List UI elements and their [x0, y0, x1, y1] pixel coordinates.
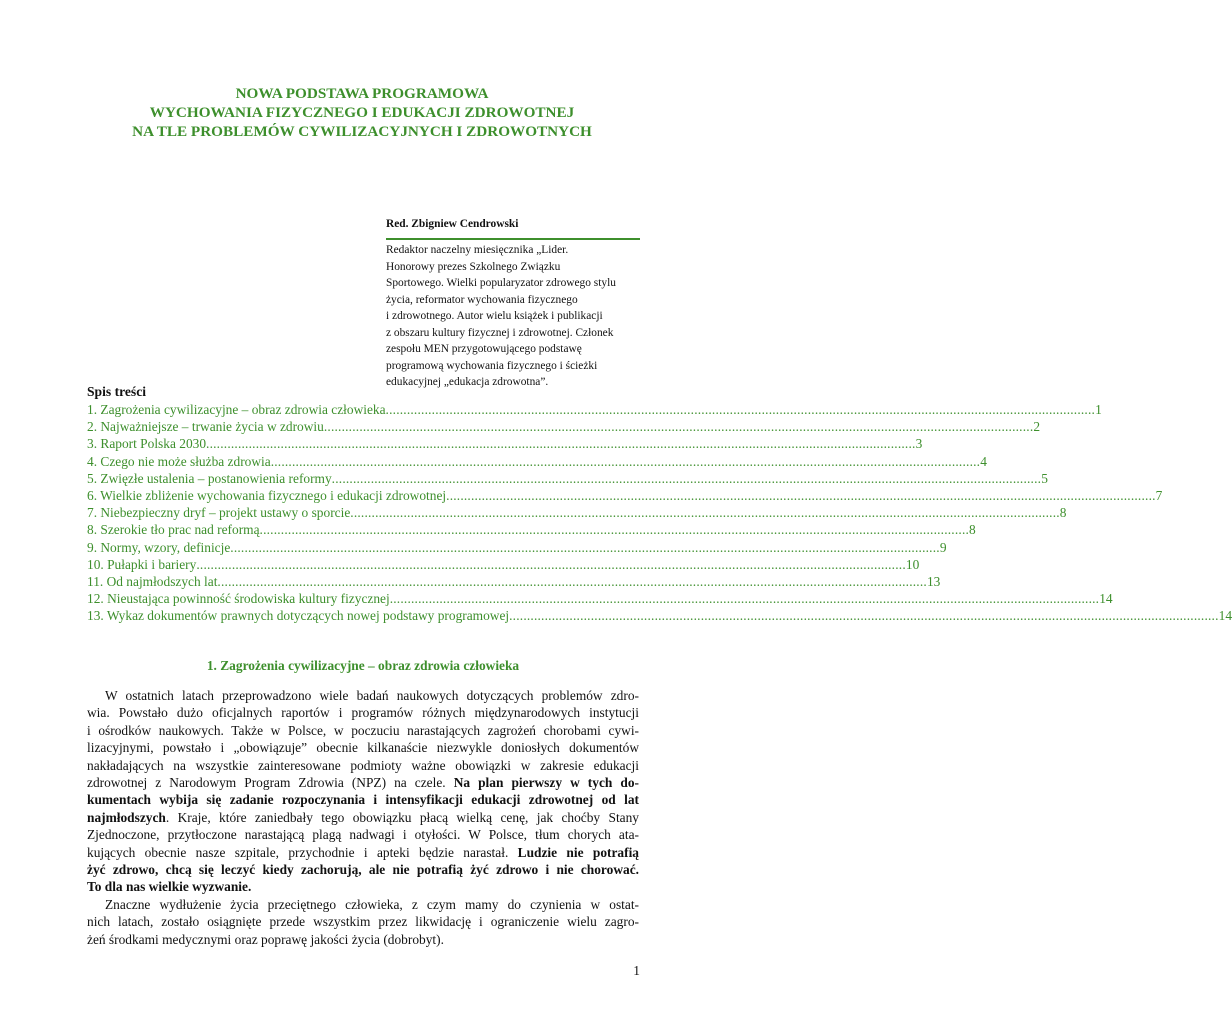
paragraph-line: W ostatnich latach przeprowadzono wiele badań naukowych dotyczących problemów zdro-: [105, 688, 639, 703]
editor-bio-line: i zdrowotnego. Autor wielu książek i publikacji: [386, 310, 603, 322]
toc-leader-dots: ........................................................................................................................................................................................................: [230, 539, 940, 555]
toc-item: [87, 435, 923, 452]
paragraph-line: najmłodszych. Kraje, które zaniedbały tego obowiązku płacą wielką cenę, jak choćby Stany: [87, 809, 639, 825]
toc-item-page: 2: [1033, 419, 1041, 435]
toc-heading: Spis treści: [87, 384, 147, 399]
toc-item-page: 5: [1041, 470, 1048, 486]
document-title: [40, 84, 684, 141]
toc-leader-dots: ........................................................................................................................................................................................................: [389, 591, 1100, 607]
toc-item: [87, 539, 947, 556]
toc-item-title: 7. Niebezpieczny dryf – projekt ustawy o sporcie: [87, 505, 351, 521]
toc-item-page: 8: [969, 522, 976, 538]
title-line: WYCHOWANIA FIZYCZNEGO I EDUKACJI ZDROWOTNEJ: [149, 104, 575, 121]
toc-item-page: 8: [1059, 505, 1067, 521]
toc-item-title: 3. Raport Polska 2030: [87, 436, 207, 452]
toc-item: [87, 573, 941, 590]
toc-leader-dots: ........................................................................................................................................................................................................: [196, 556, 906, 572]
toc-leader-dots: ........................................................................................................................................................................................................: [270, 453, 981, 469]
toc-item: [87, 607, 1232, 624]
toc-leader-dots: ........................................................................................................................................................................................................: [217, 573, 927, 589]
title-line: NA TLE PROBLEMÓW CYWILIZACYJNYCH I ZDROWOTNYCH: [132, 123, 592, 140]
toc-item-page: 14: [1218, 608, 1232, 624]
toc-leader-dots: ........................................................................................................................................................................................................: [331, 470, 1042, 486]
editor-box: [386, 218, 640, 391]
paragraph-line: i ośrodków naukowych. Także w Polsce, w poczuciu narastających zagrożeń chorobami cywi-: [87, 722, 639, 738]
editor-bio-line: programową wychowania fizycznego i ścieżki: [386, 359, 598, 372]
editor-bio: [386, 242, 640, 391]
editor-bio-line: zespołu MEN przygotowującego podstawę: [386, 343, 582, 355]
page-number: 1: [633, 963, 640, 978]
paragraph-line: Znaczne wydłużenie życia przeciętnego człowieka, z czym mamy do czynienia w ostat-: [105, 896, 639, 912]
table-of-contents: [87, 384, 1232, 624]
paragraph-line: lizacyjnymi, powstało i „obowiązuje” obecnie kilkanaście niezwykle doniosłych dokumentów: [87, 740, 639, 756]
toc-item: [87, 556, 920, 573]
paragraph-line: [87, 878, 639, 895]
toc-item-title: 4. Czego nie może służba zdrowia: [87, 453, 271, 469]
toc-leader-dots: ........................................................................................................................................................................................................: [350, 505, 1060, 521]
body-text: [87, 687, 639, 948]
toc-item-title: 5. Zwięzłe ustalenia – postanowienia reformy: [87, 470, 332, 486]
bold-text: Ludzie nie potrafią: [517, 844, 639, 860]
paragraph-line: nich latach, zostało osiągnięte przede wszystkim przez likwidację i ograniczenie wielu zagro-: [87, 914, 639, 930]
toc-item-page: 4: [980, 453, 987, 469]
toc-leader-dots: ........................................................................................................................................................................................................: [509, 608, 1219, 624]
toc-item: [87, 453, 987, 470]
toc-list: [87, 401, 1232, 624]
paragraph-line: [87, 861, 639, 878]
toc-item-title: 1. Zagrożenia cywilizacyjne – obraz zdrowia człowieka: [87, 402, 386, 417]
title-line: NOWA PODSTAWA PROGRAMOWA: [235, 85, 489, 102]
editor-bio-line: Sportowego. Wielki popularyzator zdrowego stylu: [386, 277, 616, 289]
toc-leader-dots: ........................................................................................................................................................................................................: [206, 436, 916, 452]
toc-item-title: 11. Od najmłodszych lat: [87, 573, 218, 589]
toc-leader-dots: ........................................................................................................................................................................................................: [446, 487, 1156, 503]
editor-bio-line: życia, reformator wychowania fizycznego: [386, 293, 578, 306]
toc-item-page: 3: [915, 436, 923, 452]
toc-item: [87, 401, 1102, 418]
bold-text: żyć zdrowo, chcą się leczyć kiedy zachorują, ale nie potrafią żyć zdrowo i nie chorować.: [87, 862, 639, 878]
paragraph-line: nakładających na wszystkie zainteresowane podmioty ważne obowiązki w zakresie edukacji: [87, 757, 639, 773]
toc-item: [87, 487, 1163, 504]
toc-leader-dots: ........................................................................................................................................................................................................: [385, 402, 1096, 417]
toc-item-page: 13: [926, 573, 941, 589]
bold-text: kumentach wybija się zadanie rozpoczynania i intensyfikacji edukacji zdrowotnej od lat: [87, 792, 639, 808]
editor-bio-line: Redaktor naczelny miesięcznika „Lider.: [386, 244, 569, 256]
editor-bio-line: edukacyjnej „edukacja zdrowotna”.: [386, 376, 549, 388]
toc-item-title: 8. Szerokie tło prac nad reformą: [87, 522, 260, 538]
paragraph-line: żeń środkami medycznymi oraz poprawę jakości życia (dobrobyt).: [87, 931, 444, 947]
bold-text: najmłodszych: [87, 809, 166, 825]
bold-text: Na plan pierwszy w tych do-: [453, 775, 639, 791]
paragraph-line: zdrowotnej z Narodowym Program Zdrowia (NPZ) na czele. Na plan pierwszy w tych do-: [87, 775, 639, 791]
toc-item-page: 10: [905, 556, 920, 572]
editor-bio-line: Honorowy prezes Szkolnego Związku: [386, 260, 561, 273]
toc-item-title: 13. Wykaz dokumentów prawnych dotyczących nowej podstawy programowej: [87, 608, 510, 624]
toc-item: [87, 590, 1113, 607]
toc-item-page: 7: [1155, 487, 1163, 503]
paragraph-line: wia. Powstało dużo oficjalnych raportów i programów różnych międzynarodowych instytucji: [87, 705, 639, 721]
editor-name: Red. Zbigniew Cendrowski: [386, 218, 640, 240]
toc-item: [87, 521, 976, 538]
bold-text: To dla nas wielkie wyzwanie.: [87, 879, 252, 895]
toc-item-title: 9. Normy, wzory, definicje: [87, 539, 231, 555]
toc-item-title: 12. Nieustająca powinność środowiska kultury fizycznej: [87, 591, 390, 607]
toc-leader-dots: ........................................................................................................................................................................................................: [259, 522, 970, 538]
toc-item: [87, 504, 1067, 521]
toc-item-title: 6. Wielkie zbliżenie wychowania fizycznego i edukacji zdrowotnej: [87, 487, 447, 503]
paragraph-line: Zjednoczone, przytłoczone narastającą plagą nadwagi i otyłości. W Polsce, tłum chorych ata-: [87, 827, 639, 843]
toc-leader-dots: ........................................................................................................................................................................................................: [323, 419, 1034, 435]
toc-item-page: 1: [1095, 402, 1102, 417]
section-heading: 1. Zagrożenia cywilizacyjne – obraz zdrowia człowieka: [206, 658, 520, 673]
paragraph-line: kujących obecnie nasze szpitale, przychodnie i apteki będzie narastał. Ludzie nie potrafią: [87, 844, 639, 860]
toc-item: [87, 418, 1041, 435]
toc-item-title: 2. Najważniejsze – trwanie życia w zdrowiu: [87, 419, 324, 435]
editor-bio-line: z obszaru kultury fizycznej i zdrowotnej. Członek: [386, 326, 614, 339]
toc-item: [87, 470, 1048, 487]
paragraph-line: [87, 791, 639, 808]
toc-item-page: 9: [939, 539, 947, 555]
toc-item-page: 14: [1099, 591, 1113, 607]
toc-item-title: 10. Pułapki i bariery: [87, 556, 197, 572]
